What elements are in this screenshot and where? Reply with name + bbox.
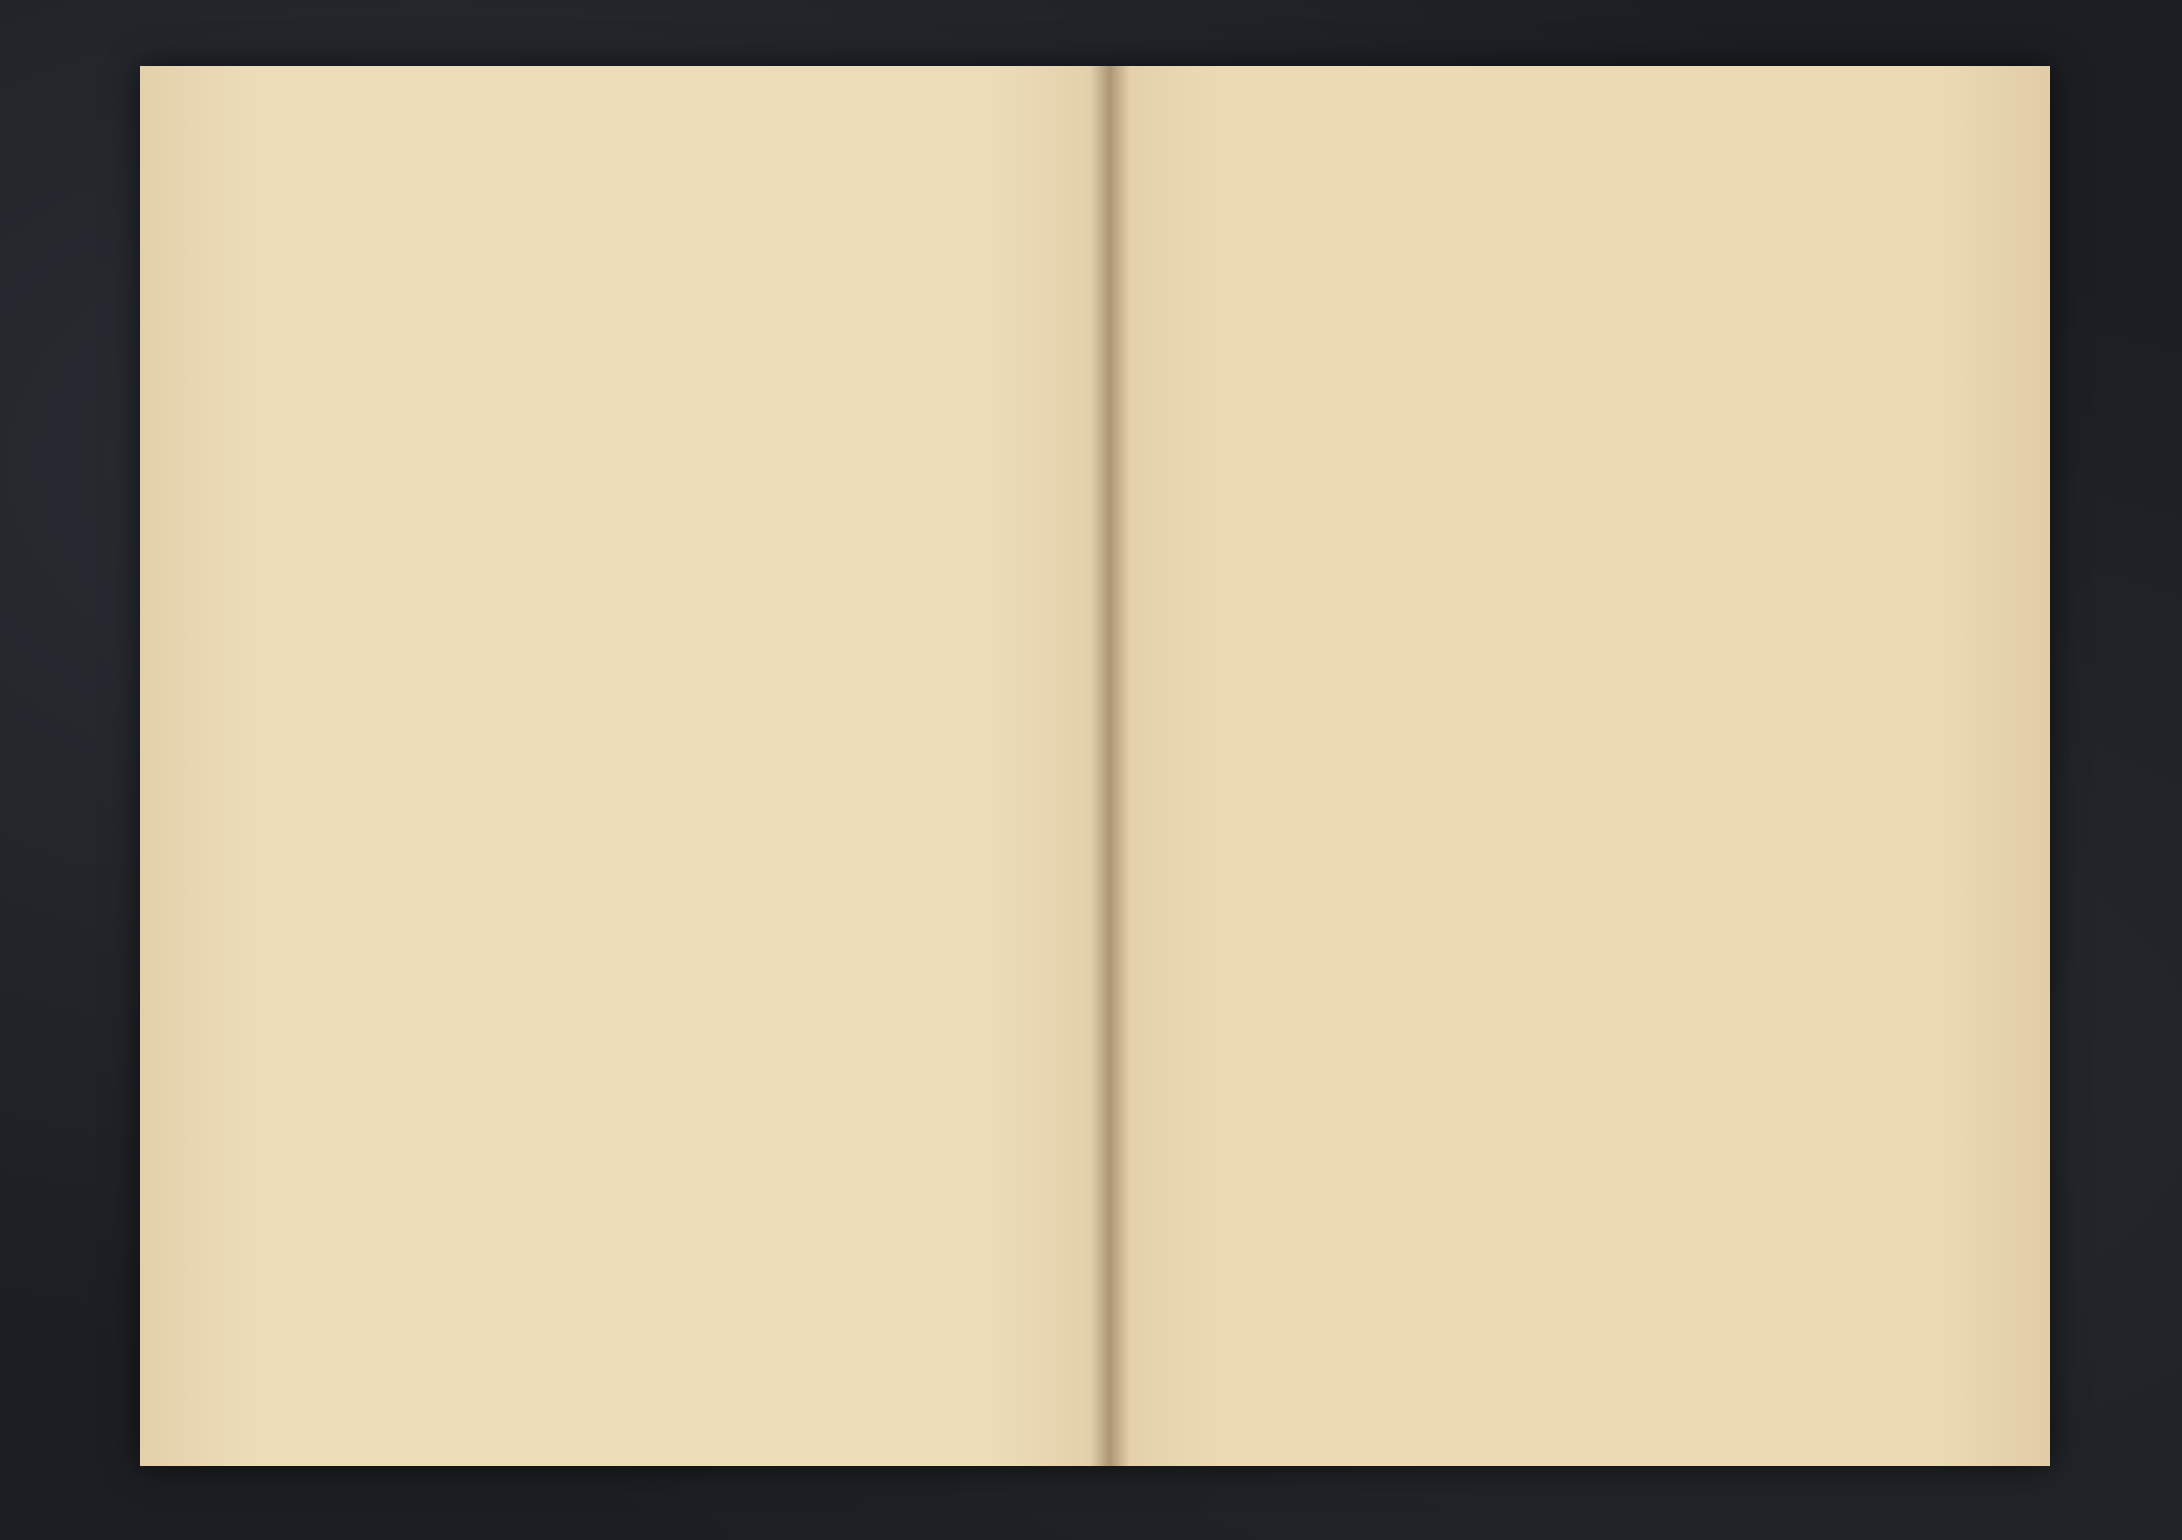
open-book — [140, 66, 2050, 1466]
left-page — [140, 66, 1108, 1466]
right-page — [1108, 66, 2050, 1466]
